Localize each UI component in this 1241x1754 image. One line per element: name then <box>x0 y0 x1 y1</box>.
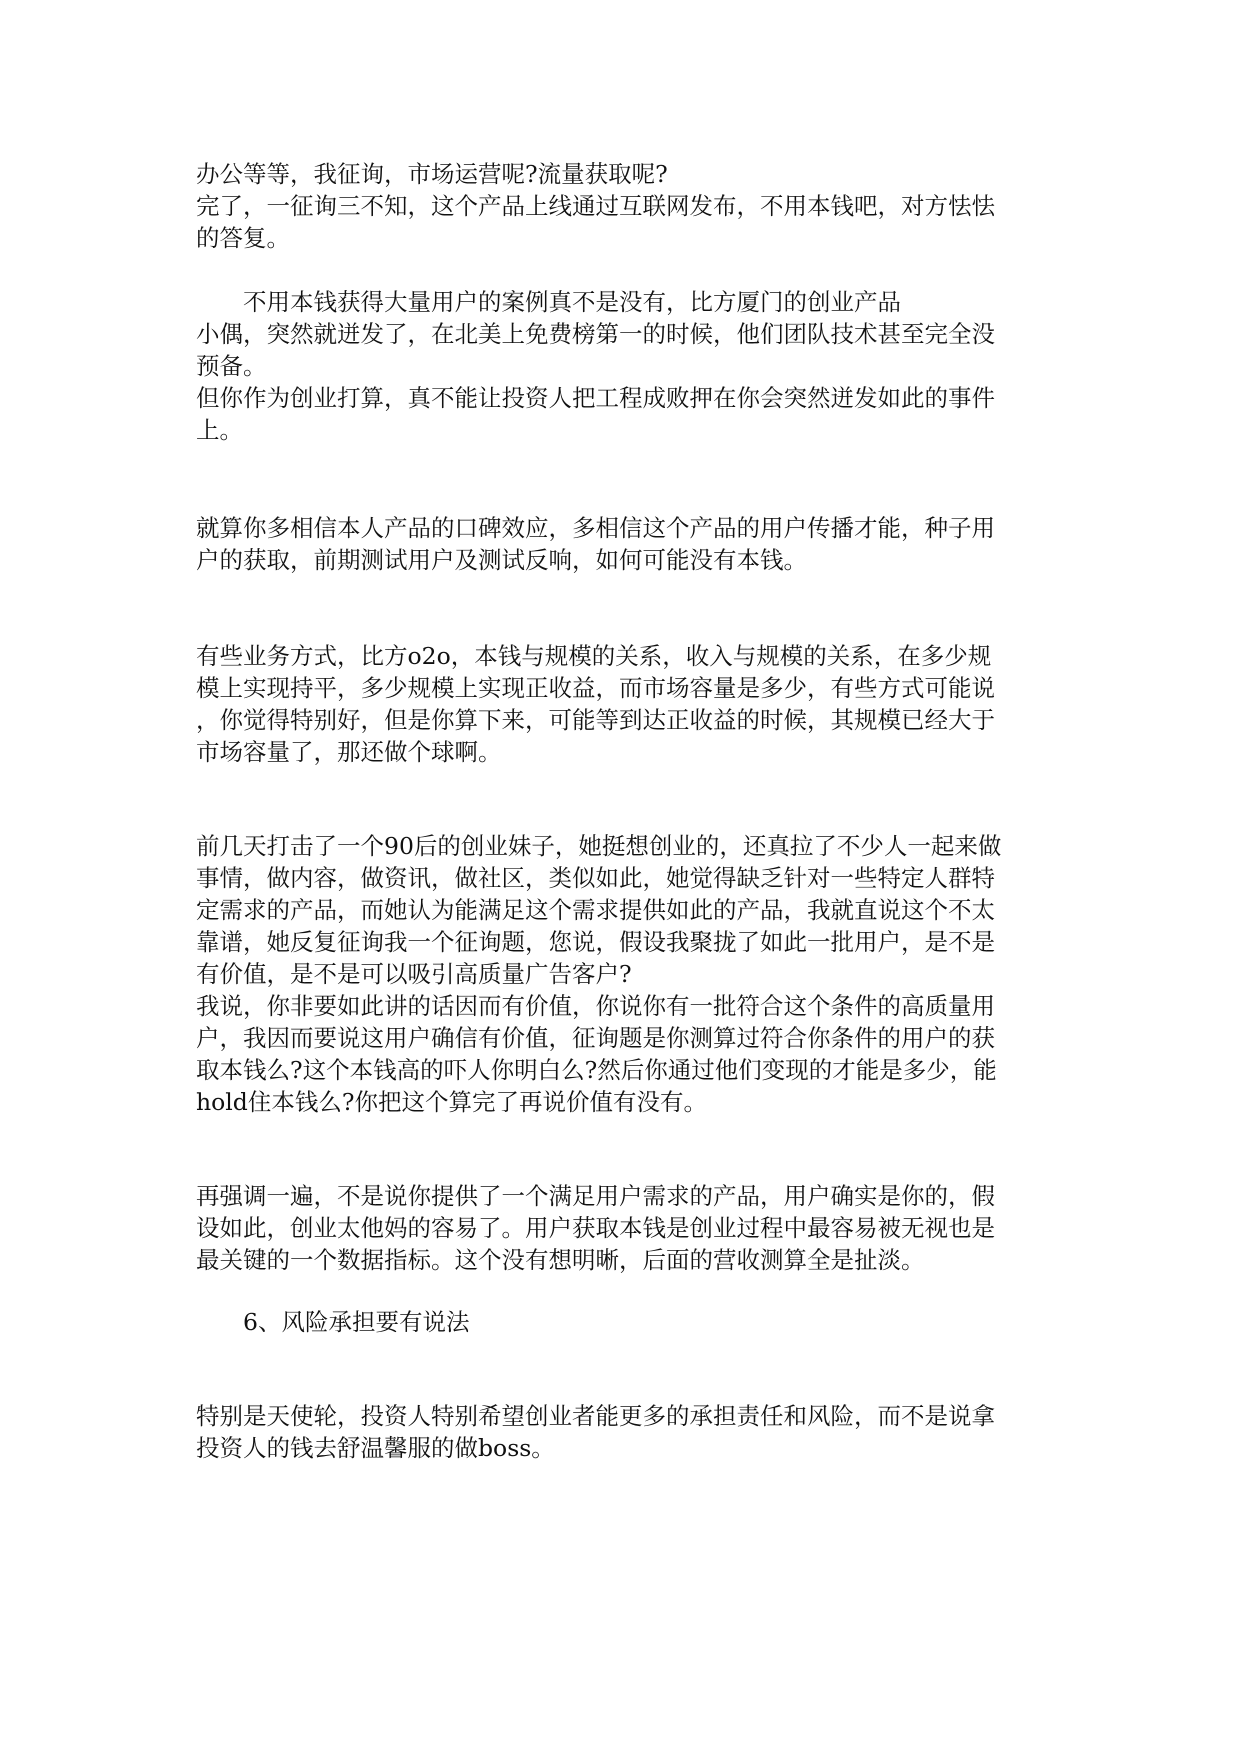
section-heading-risk <box>196 1306 1056 1338</box>
paragraph-seed-users-cost <box>196 512 1056 576</box>
text-line: 特别是天使轮，投资人特别希望创业者能更多的承担责任和风险，而不是说拿 <box>196 1402 995 1430</box>
text-line: 办公等等，我征询，市场运营呢?流量获取呢? <box>196 160 668 188</box>
heading-line: 6、风险承担要有说法 <box>243 1308 470 1336</box>
text-line: 再强调一遍，不是说你提供了一个满足用户需求的产品，用户确实是你的，假 <box>196 1182 995 1210</box>
text-line: ，你觉得特别好，但是你算下来，可能等到达正收益的时候，其规模已经大于 <box>196 706 995 734</box>
text-line: 最关键的一个数据指标。这个没有想明晰，后面的营收测算全是扯淡。 <box>196 1246 925 1274</box>
paragraph-acquisition-cost <box>196 1180 1056 1276</box>
paragraph-business-scale <box>196 640 1056 768</box>
text-line: 小偶，突然就迸发了，在北美上免费榜第一的时候，他们团队技术甚至完全没 <box>196 320 995 348</box>
text-line: 但你作为创业打算，真不能让投资人把工程成败押在你会突然迸发如此的事件 <box>196 384 995 412</box>
text-line: 不用本钱获得大量用户的案例真不是没有，比方厦门的创业产品 <box>243 288 901 316</box>
text-line: 投资人的钱去舒温馨服的做boss。 <box>196 1434 555 1462</box>
text-line: 预备。 <box>196 352 267 380</box>
text-line: 取本钱么?这个本钱高的吓人你明白么?然后你通过他们变现的才能是多少，能 <box>196 1056 997 1084</box>
text-line: 上。 <box>196 416 243 444</box>
text-line: hold住本钱么?你把这个算完了再说价值有没有。 <box>196 1088 707 1116</box>
text-line: 有价值，是不是可以吸引高质量广告客户? <box>196 960 632 988</box>
text-line: 就算你多相信本人产品的口碑效应，多相信这个产品的用户传播才能，种子用 <box>196 514 995 542</box>
text-line: 前几天打击了一个90后的创业妹子，她挺想创业的，还真拉了不少人一起来做 <box>196 832 1002 860</box>
paragraph-marketing-question <box>196 158 1056 254</box>
text-line: 我说，你非要如此讲的话因而有价值，你说你有一批符合这个条件的高质量用 <box>196 992 995 1020</box>
text-line: 靠谱，她反复征询我一个征询题，您说，假设我聚拢了如此一批用户，是不是 <box>196 928 995 956</box>
text-line: 有些业务方式，比方o2o，本钱与规模的关系，收入与规模的关系，在多少规 <box>196 642 992 670</box>
text-line: 的答复。 <box>196 224 290 252</box>
paragraph-90s-founder <box>196 830 1056 1118</box>
text-line: 完了，一征询三不知，这个产品上线通过互联网发布，不用本钱吧，对方怯怯 <box>196 192 995 220</box>
text-line: 户的获取，前期测试用户及测试反响，如何可能没有本钱。 <box>196 546 807 574</box>
text-line: 定需求的产品，而她认为能满足这个需求提供如此的产品，我就直说这个不太 <box>196 896 995 924</box>
text-line: 市场容量了，那还做个球啊。 <box>196 738 502 766</box>
text-line: 设如此，创业太他妈的容易了。用户获取本钱是创业过程中最容易被无视也是 <box>196 1214 995 1242</box>
text-line: 事情，做内容，做资讯，做社区，类似如此，她觉得缺乏针对一些特定人群特 <box>196 864 995 892</box>
paragraph-free-users-case <box>196 286 1056 446</box>
paragraph-angel-round <box>196 1400 1056 1464</box>
text-line: 户，我因而要说这用户确信有价值，征询题是你测算过符合你条件的用户的获 <box>196 1024 995 1052</box>
text-line: 模上实现持平，多少规模上实现正收益，而市场容量是多少，有些方式可能说 <box>196 674 995 702</box>
